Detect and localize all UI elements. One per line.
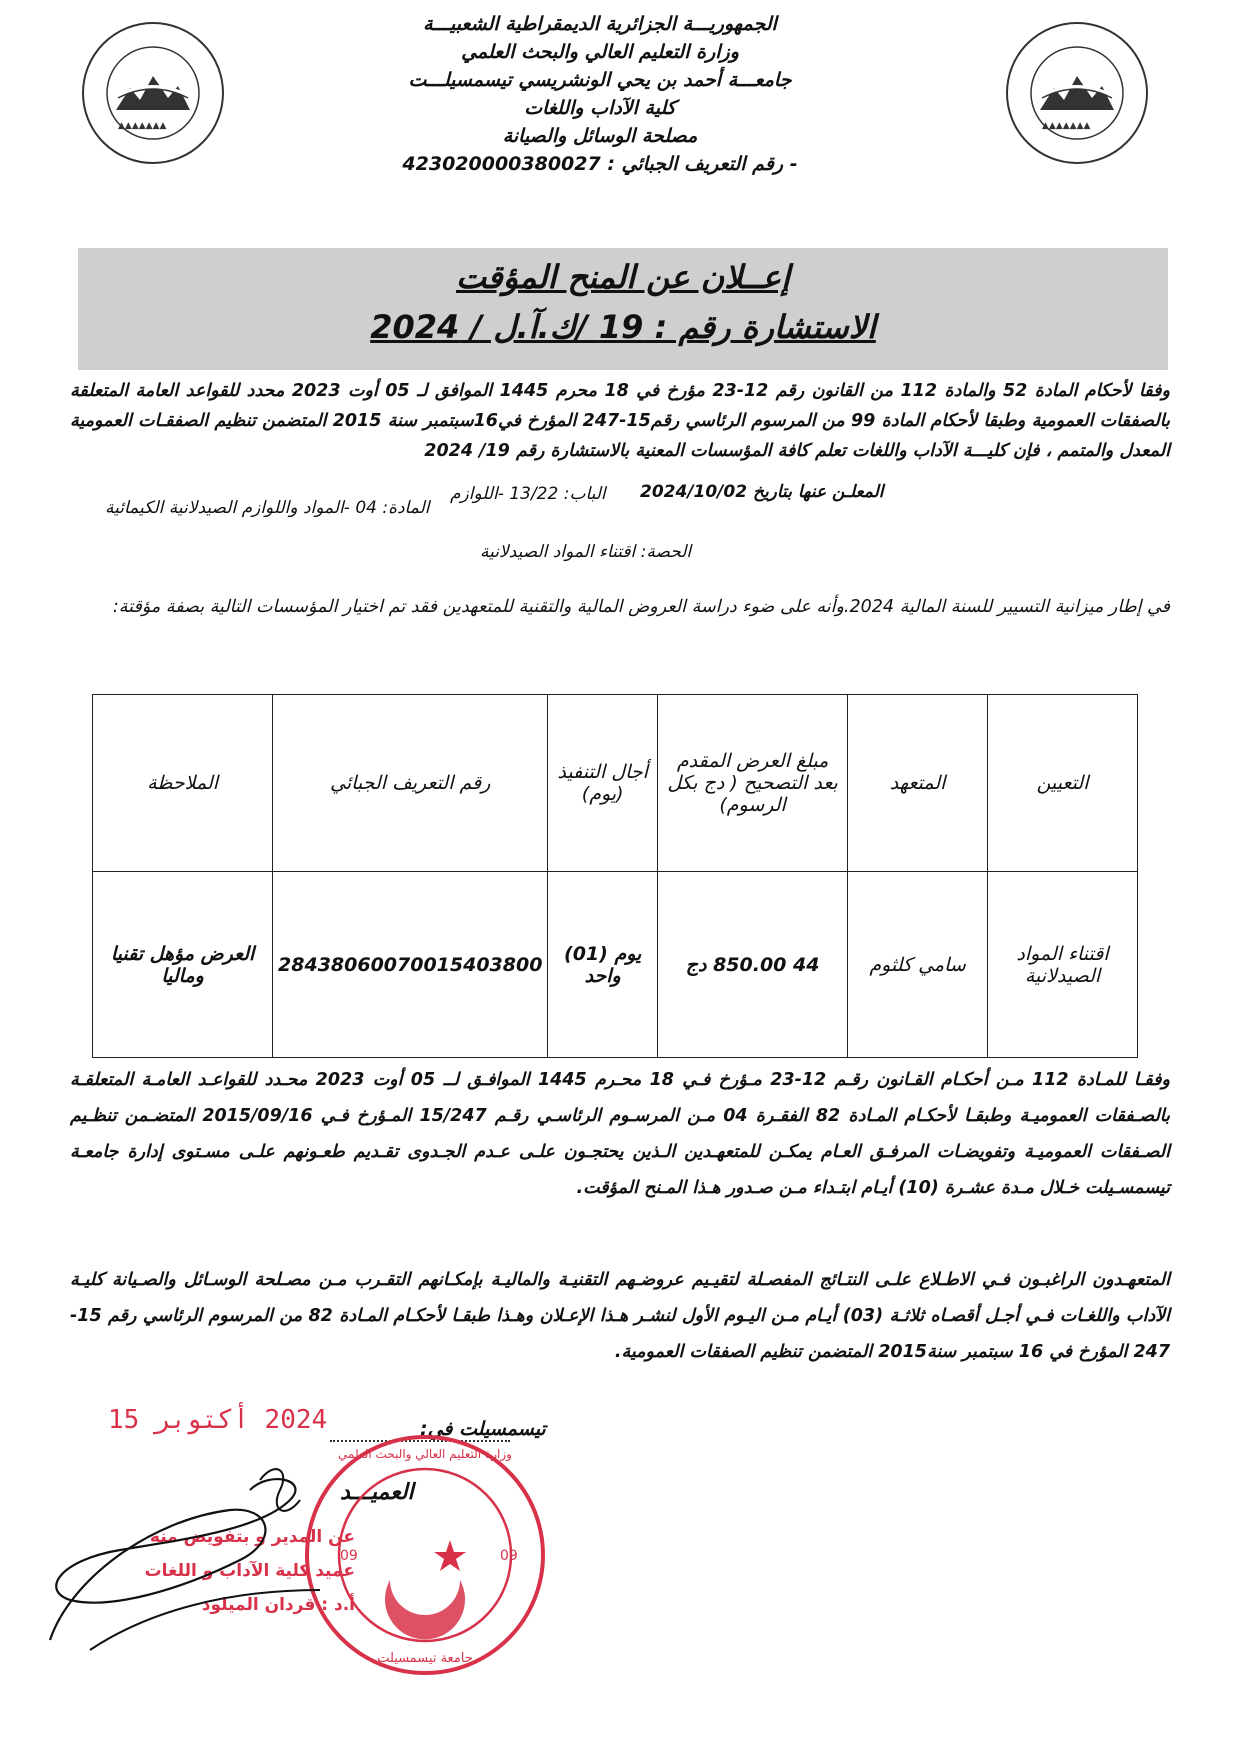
table-header-row [93, 695, 1138, 872]
header-line: مصلحة الوسائل والصيانة [502, 125, 698, 147]
col-tax-id: رقم التعريف الجبائي [273, 695, 548, 872]
header-line: كلية الآداب واللغات [524, 97, 676, 119]
cell-note: العرض مؤهل تقنيا وماليا [93, 872, 273, 1058]
col-designation: التعيين [988, 695, 1138, 872]
date-stamp: 2024 أكتوبر 15 [108, 1405, 328, 1435]
details-paragraph: المتعهـدون الراغبـون فـي الاطـلاع علـى النتـائج المفصـلة لتقيـيم عروضـهم التقنيـة والماليـة بإمكـانهم التقـرب مـن مصـلحة الوسـائل والصـيانة كليـة الآداب واللغـات فـي أجـل أقصـاه ثلاثـة (03) أيـام مـن اليـوم الأول لنشـر هـذا الإعـلان وهـذا طبقـا لأحكـام المـادة 82 من المرسوم الرئاسي رقم 15-247 المؤرخ في 16 سبتمبر سنة2015 المتضمن تنظيم الصفقات العمومية. [70, 1270, 1171, 1362]
seal-number: 09 [500, 1548, 518, 1564]
university-logo-left [78, 18, 228, 168]
intro-paragraph: وفقا لأحكام المادة 52 والمادة 112 من القانون رقم 12-23 مؤرخ في 18 محرم 1445 الموافق لـ 05 أوت 2023 محدد للقواعد العامة المتعلقة بالصفقات العمومية وطبقا لأحكام المادة 99 من المرسوم الرئاسي رقم15-247 المؤرخ في16سبتمبر سنة 2015 المتضمن تنظيم الصفقـات العمومية المعدل والمتمم ، فإن كليـــة الآداب واللغات تعلم كافة المؤسسات المعنية بالاستشارة رقم 19/ 2024 [70, 381, 1170, 461]
chapter-label: الباب: 13/22 -اللوازم [450, 484, 606, 504]
cell-amount: 44 850.00 دج [658, 872, 848, 1058]
header-line: وزارة التعليم العالي والبحث العلمي [461, 41, 739, 63]
col-duration: أجال التنفيذ (يوم) [548, 695, 658, 872]
cell-designation: اقتناء المواد الصيدلانية [988, 872, 1138, 1058]
handwritten-signature [30, 1440, 350, 1670]
announcement-title-box [78, 248, 1168, 370]
table-row [93, 872, 1138, 1058]
dean-title: العميـــد [340, 1480, 414, 1505]
appeal-paragraph: وفقـا للمـادة 112 مـن أحكـام القـانون رقـم 12-23 مـؤرخ فـي 18 محـرم 1445 الموافـق لــ 05 أوت 2023 محـدد للقواعـد العامـة المتعلقـة بالصـفقات العموميـة وطبقـا لأحكـام المـادة 82 الفقـرة 04 مـن المرسـوم الرئاسـي رقـم 15/247 المـؤرخ فـي 2015/09/16 المتضـمن تنظـيم الصـفقات العموميـة وتفويضـات المرفـق العـام يمكـن للمتعهـدين الـذين يحتجـون علـى عـدم الجـدوى تقـديم طعـونهم علـى مسـتوى إدارة جامعـة تيسمسـيلت خـلال مـدة عشـرة (10) أيـام ابتـداء مـن صـدور هـذا المـنح المؤقت. [70, 1070, 1170, 1198]
cell-bidder: سامي كلثوم [848, 872, 988, 1058]
header-line: الجمهوريـــة الجزائرية الديمقراطية الشعبيـــة [423, 13, 777, 35]
tax-id-value: 423020000380027 [402, 153, 601, 175]
tax-id-label: - رقم التعريف الجبائي : [607, 153, 798, 175]
lot-label: الحصة: اقتناء المواد الصيدلانية [480, 542, 692, 562]
cell-duration: يوم (01) واحد [548, 872, 658, 1058]
material-label: المادة: 04 -المواد واللوازم الصيدلانية الكيمائية [105, 498, 430, 518]
dean-name: أ.د : قردان الميلود [201, 1595, 355, 1615]
delegation-line: عن المدير و بتفويض منه [149, 1527, 355, 1547]
institution-header [360, 10, 840, 178]
university-logo-right [1002, 18, 1152, 168]
svg-text:▲▲▲▲▲▲▲: ▲▲▲▲▲▲▲ [118, 121, 167, 131]
col-amount: مبلغ العرض المقدم بعد التصحيح ( دج بكل الرسوم) [658, 695, 848, 872]
header-line: جامعـــة أحمد بن يحي الونشريسي تيسمسيلـــت [408, 69, 792, 91]
svg-text:▲▲▲▲▲▲▲: ▲▲▲▲▲▲▲ [1042, 121, 1091, 131]
announce-date: المعلـن عنها بتاريخ 2024/10/02 [640, 482, 884, 502]
university-logo-icon [1002, 18, 1152, 168]
place-date-label: تيسمسيلت في: [420, 1418, 546, 1440]
seal-bottom-text: جامعة تيسمسيلت [377, 1651, 473, 1666]
consultation-number: الاستشارة رقم : 19 /ك.آ.ل / 2024 [370, 308, 876, 346]
seal-number: 09 [340, 1548, 358, 1564]
budget-paragraph: في إطار ميزانية التسيير للسنة المالية 2024.وأنه على ضوء دراسة العروض المالية والتقنية للمتعهدين فقد تم اختيار المؤسسات التالية بصفة مؤقتة: [112, 597, 1170, 617]
col-note: الملاحظة [93, 695, 273, 872]
col-bidder: المتعهد [848, 695, 988, 872]
cell-tax-id: 28438060070015403800 [273, 872, 548, 1058]
seal-text: وزارة التعليم العالي والبحث العلمي [338, 1447, 512, 1461]
announcement-title: إعــلان عن المنح المؤقت [455, 258, 791, 296]
tax-id-line [360, 150, 840, 178]
provisional-award-table [92, 694, 1138, 1058]
university-logo-icon [78, 18, 228, 168]
dean-of-line: عميد كلية الآداب و اللغات [144, 1561, 355, 1581]
